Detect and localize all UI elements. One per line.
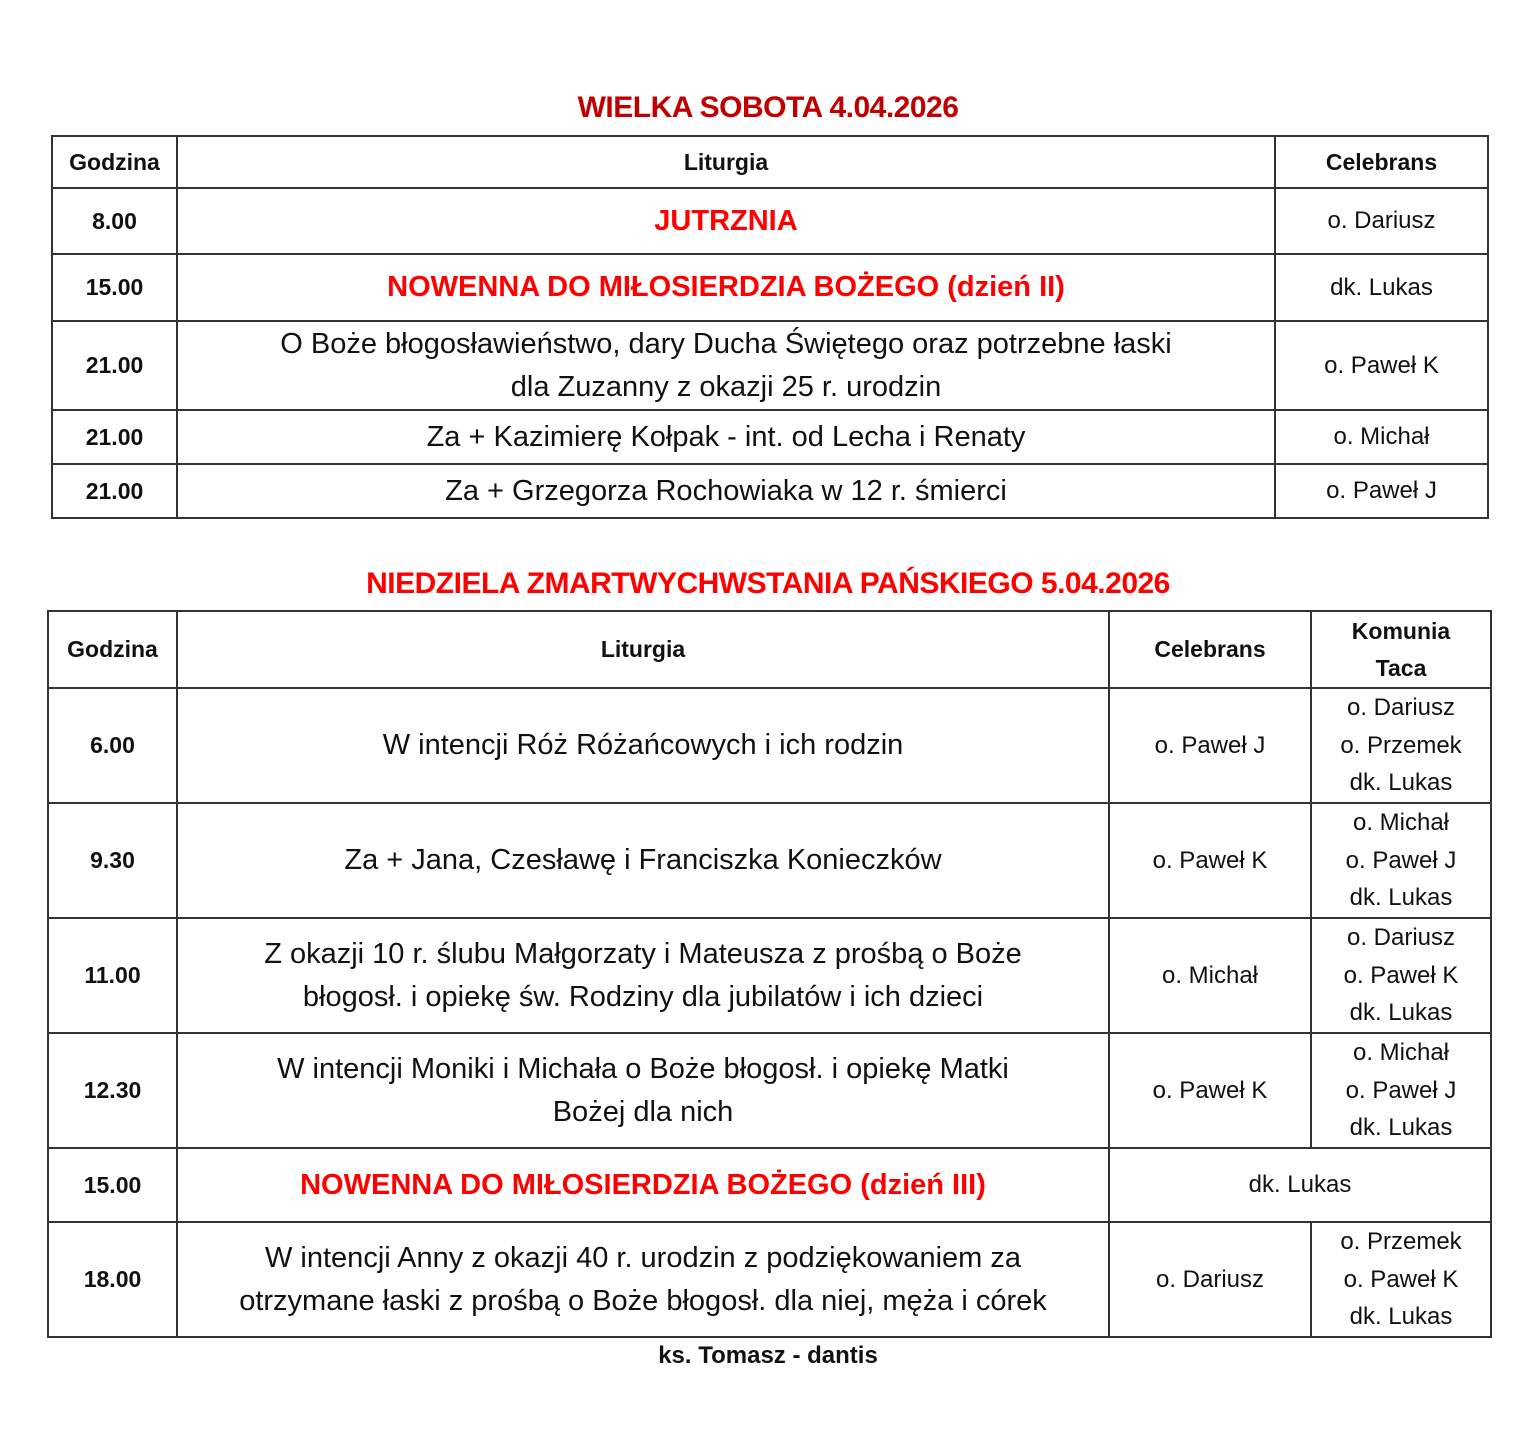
text-line: W intencji Anny z okazji 40 r. urodzin z podziękowaniem za [265,1241,1021,1274]
text-line: Za + Grzegorza Rochowiaka w 12 r. śmierci [445,474,1007,507]
text-line: dk. Lukas [1349,884,1453,912]
text-line: dla Zuzanny z okazji 25 r. urodzin [510,370,942,403]
time-cell: 8.00 [52,188,177,254]
celebrant-cell: o. Michał [1275,410,1488,464]
table-row [52,321,1488,410]
table-row [52,188,1488,254]
liturgy-cell [177,688,1109,803]
celebrant-cell: dk. Lukas [1275,254,1488,321]
saturday-schedule-table [51,135,1489,519]
liturgy-cell [177,410,1275,464]
liturgy-cell [177,254,1275,321]
liturgy-cell [177,321,1275,410]
text-line: o. Dariusz [1346,924,1456,952]
text-line: o. Dariusz [1346,694,1456,722]
celebrant-cell: o. Paweł K [1109,1033,1311,1148]
header-time: Godzina [52,136,177,188]
text-line: dk. Lukas [1349,1114,1453,1142]
text-line: o. Michał [1352,1039,1450,1067]
text-line: otrzymane łaski z prośbą o Boże błogosł. dla niej, męża i córek [239,1284,1047,1317]
text-line: o. Michał [1352,809,1450,837]
header-celebrant: Celebrans [1109,611,1311,688]
section2-title: NIEDZIELA ZMARTWYCHWSTANIA PAŃSKIEGO 5.04.2026 [366,567,1170,600]
liturgy-cell [177,803,1109,918]
text-line: Za + Kazimierę Kołpak - int. od Lecha i Renaty [426,420,1026,453]
communion-cell [1311,803,1491,918]
text-line: NOWENNA DO MIŁOSIERDZIA BOŻEGO (dzień III) [300,1168,986,1201]
time-cell: 12.30 [48,1033,177,1148]
celebrant-cell: dk. Lukas [1109,1148,1491,1222]
celebrant-cell: o. Dariusz [1109,1222,1311,1337]
header-celebrant: Celebrans [1275,136,1488,188]
liturgy-cell [177,1222,1109,1337]
time-cell: 18.00 [48,1222,177,1337]
text-line: dk. Lukas [1349,769,1453,797]
text-line: O Boże błogosławieństwo, dary Ducha Świętego oraz potrzebne łaski [280,327,1172,360]
liturgy-cell [177,1148,1109,1222]
text-line: Bożej dla nich [552,1095,734,1128]
liturgy-cell [177,918,1109,1033]
text-line: W intencji Róż Różańcowych i ich rodzin [382,729,904,761]
communion-cell [1311,688,1491,803]
text-line: o. Paweł J [1345,1076,1457,1104]
text-line: błogosł. i opiekę św. Rodziny dla jubilatów i ich dzieci [302,980,984,1013]
text-line: o. Przemek [1340,731,1462,759]
liturgy-cell [177,188,1275,254]
text-line: o. Paweł J [1345,846,1457,874]
table-header-row [52,136,1488,188]
table-row [48,1148,1491,1222]
sunday-schedule-table [47,610,1492,1338]
header-communion [1311,611,1491,688]
time-cell: 15.00 [52,254,177,321]
text-line: Z okazji 10 r. ślubu Małgorzaty i Mateusza z prośbą o Boże [264,937,1022,970]
time-cell: 6.00 [48,688,177,803]
text-line: o. Przemek [1340,1228,1462,1256]
table-row [52,464,1488,518]
celebrant-cell: o. Paweł J [1109,688,1311,803]
text-line: Za + Jana, Czesławę i Franciszka Konieczków [344,844,942,876]
celebrant-cell: o. Dariusz [1275,188,1488,254]
communion-cell [1311,918,1491,1033]
time-cell: 21.00 [52,410,177,464]
table-row [48,918,1491,1033]
table-row [48,803,1491,918]
header-liturgy: Liturgia [177,136,1275,188]
time-cell: 11.00 [48,918,177,1033]
table-header-row [48,611,1491,688]
text-line: NOWENNA DO MIŁOSIERDZIA BOŻEGO (dzień II) [387,271,1065,303]
time-cell: 21.00 [52,321,177,410]
liturgy-cell [177,1033,1109,1148]
table-row [48,1222,1491,1337]
communion-cell [1311,1222,1491,1337]
celebrant-cell: o. Michał [1109,918,1311,1033]
communion-cell [1311,1033,1491,1148]
time-cell: 9.30 [48,803,177,918]
header-time: Godzina [48,611,177,688]
liturgy-cell [177,464,1275,518]
footer-note: ks. Tomasz - dantis [658,1342,878,1369]
table-row [48,1033,1491,1148]
text-line: o. Paweł K [1343,1265,1459,1293]
celebrant-cell: o. Paweł K [1109,803,1311,918]
header-communion-line: Taca [1375,654,1427,681]
header-liturgy: Liturgia [177,611,1109,688]
celebrant-cell: o. Paweł J [1275,464,1488,518]
time-cell: 21.00 [52,464,177,518]
text-line: dk. Lukas [1349,999,1453,1027]
header-communion-line: Komunia [1351,617,1451,644]
celebrant-cell: o. Paweł K [1275,321,1488,410]
text-line: o. Paweł K [1343,961,1459,989]
text-line: dk. Lukas [1349,1303,1453,1331]
table-row [52,410,1488,464]
section1-title: WIELKA SOBOTA 4.04.2026 [577,91,959,124]
table-row [52,254,1488,321]
time-cell: 15.00 [48,1148,177,1222]
text-line: JUTRZNIA [654,204,798,237]
text-line: W intencji Moniki i Michała o Boże błogosł. i opiekę Matki [277,1052,1009,1085]
table-row [48,688,1491,803]
